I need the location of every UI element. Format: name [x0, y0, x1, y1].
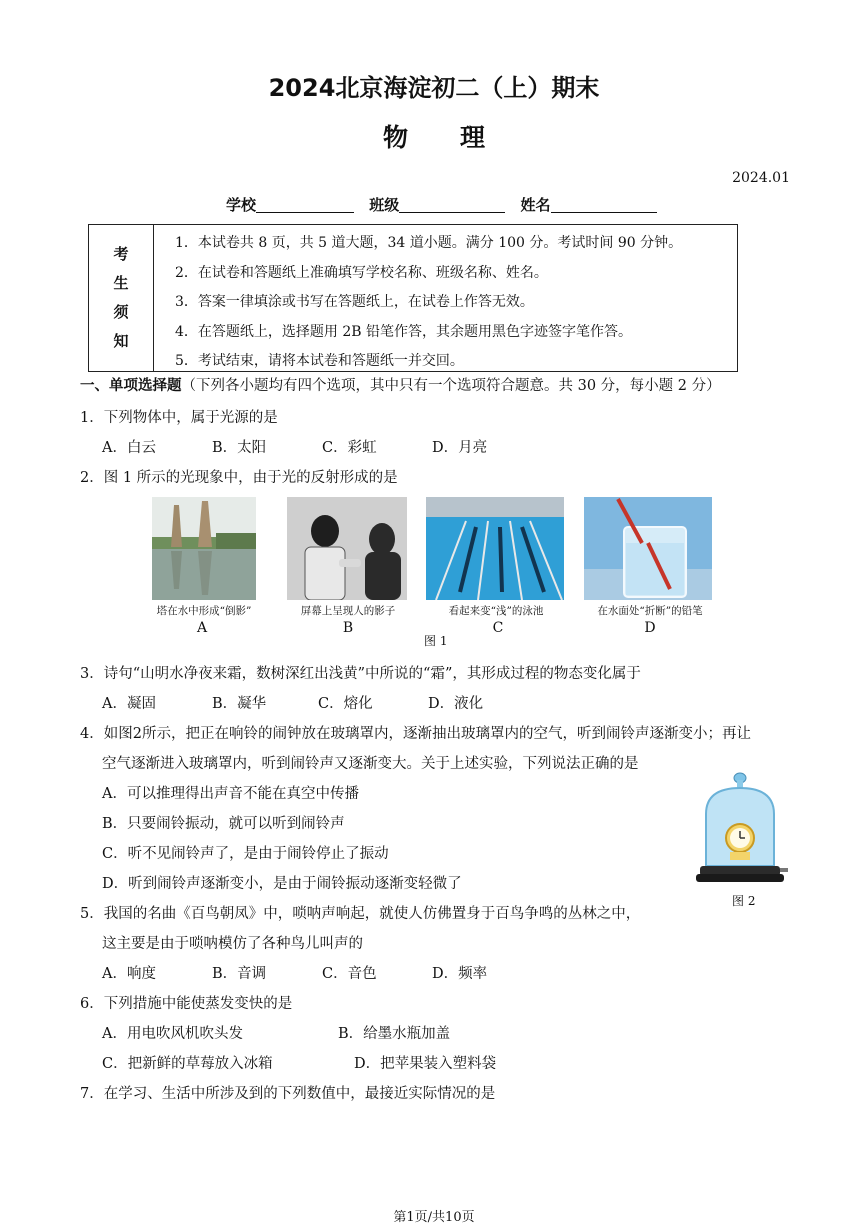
- q6-option-c: C．把新鲜的草莓放入冰箱: [102, 1056, 273, 1072]
- notice-item: 1．本试卷共 8 页，共 5 道大题，34 道小题。满分 100 分。考试时间 90 分钟。: [175, 235, 683, 251]
- q3-option-b: B．凝华: [212, 696, 267, 712]
- class-blank: [399, 196, 505, 213]
- bent-pencil-image: [584, 497, 712, 600]
- question-5-stem-continued: 这主要是由于唢呐模仿了各种鸟儿叫声的: [102, 936, 363, 952]
- q1-option-a: A．白云: [102, 440, 156, 456]
- question-1-stem: 1．下列物体中，属于光源的是: [80, 410, 278, 426]
- q1-option-c: C．彩虹: [322, 440, 377, 456]
- shadow-image: [287, 497, 407, 600]
- q4-option-c: C．听不见闹铃声了，是由于闹铃停止了振动: [102, 846, 389, 862]
- figure-letter-d: D: [644, 620, 656, 636]
- q5-option-a: A．响度: [102, 966, 156, 982]
- figure-letter-c: C: [492, 620, 504, 636]
- figure-letter-b: B: [342, 620, 354, 636]
- q3-option-a: A．凝固: [102, 696, 156, 712]
- figure-2-label: 图 2: [732, 894, 756, 908]
- page-title: 2024北京海淀初二（上）期末: [268, 74, 600, 102]
- q4-option-d: D．听到闹铃声逐渐变小，是由于闹铃振动逐渐变轻微了: [102, 876, 462, 892]
- q5-option-c: C．音色: [322, 966, 377, 982]
- question-2-stem: 2．图 1 所示的光现象中，由于光的反射形成的是: [80, 470, 398, 486]
- exam-date: 2024.01: [732, 170, 790, 186]
- page-number: 第1页/共10页: [393, 1210, 475, 1225]
- question-4-stem: 4．如图2所示，把正在响铃的闹钟放在玻璃罩内，逐渐抽出玻璃罩内的空气，听到闹铃声逐渐变小；再让: [80, 726, 751, 742]
- class-label: 班级: [369, 196, 400, 214]
- name-blank: [551, 196, 657, 213]
- question-3-stem: 3．诗句“山明水净夜来霜，数树深红出浅黄”中所说的“霜”，其形成过程的物态变化属于: [80, 666, 641, 682]
- figure-caption-a: 塔在水中形成“倒影”: [156, 605, 252, 617]
- notice-item: 3．答案一律填涂或书写在答题纸上，在试卷上作答无效。: [175, 294, 534, 310]
- notice-item: 4．在答题纸上，选择题用 2B 铅笔作答，其余题用黑色字迹签字笔作答。: [175, 323, 633, 340]
- figure-1-label: 图 1: [424, 634, 448, 648]
- pagoda-reflection-image: [152, 497, 256, 600]
- school-blank: [256, 196, 354, 213]
- swimming-pool-image: [426, 497, 564, 600]
- question-7-stem: 7．在学习、生活中所涉及到的下列数值中，最接近实际情况的是: [80, 1086, 496, 1102]
- q3-option-d: D．液化: [428, 696, 484, 712]
- section-header: 一、单项选择题（下列各小题均有四个选项，其中只有一个选项符合题意。共 30 分，每小题 2 分）: [80, 378, 721, 394]
- school-label: 学校: [226, 196, 257, 214]
- q6-option-a: A．用电吹风机吹头发: [102, 1026, 243, 1042]
- figure-letter-a: A: [196, 620, 208, 636]
- notice-item: 2．在试卷和答题纸上准确填写学校名称、班级名称、姓名。: [175, 264, 548, 281]
- bell-jar-alarm-clock-image: [694, 770, 790, 888]
- figure-caption-d: 在水面处“折断”的铅笔: [597, 605, 703, 617]
- q5-option-d: D．频率: [432, 966, 488, 982]
- q5-option-b: B．音调: [212, 966, 267, 982]
- q6-option-d: D．把苹果装入塑料袋: [354, 1056, 497, 1072]
- q1-option-d: D．月亮: [432, 440, 488, 456]
- q4-option-b: B．只要闹铃振动，就可以听到闹铃声: [102, 816, 345, 832]
- notice-items: [175, 229, 682, 377]
- student-info-line: [226, 194, 657, 215]
- question-6-stem: 6．下列措施中能使蒸发变快的是: [80, 996, 293, 1012]
- question-5-stem: 5．我国的名曲《百鸟朝凤》中，唢呐声响起，就使人仿佛置身于百鸟争鸣的丛林之中，: [80, 906, 641, 922]
- figure-caption-b: 屏幕上呈现人的影子: [300, 605, 396, 617]
- notice-item: 5．考试结束，请将本试卷和答题纸一并交回。: [175, 353, 464, 369]
- notice-heading: 考 生 须 知: [89, 225, 154, 371]
- q3-option-c: C．熔化: [318, 696, 373, 712]
- q1-option-b: B．太阳: [212, 440, 267, 456]
- subject-title: 物理: [382, 123, 537, 152]
- question-4-stem-continued: 空气逐渐进入玻璃罩内，听到闹铃声又逐渐变大。关于上述实验，下列说法正确的是: [102, 756, 639, 772]
- q4-option-a: A．可以推理得出声音不能在真空中传播: [102, 786, 359, 802]
- figure-caption-c: 看起来变“浅”的泳池: [448, 605, 544, 617]
- q6-option-b: B．给墨水瓶加盖: [338, 1026, 451, 1042]
- name-label: 姓名: [520, 196, 551, 214]
- exam-notice-box: [88, 224, 738, 372]
